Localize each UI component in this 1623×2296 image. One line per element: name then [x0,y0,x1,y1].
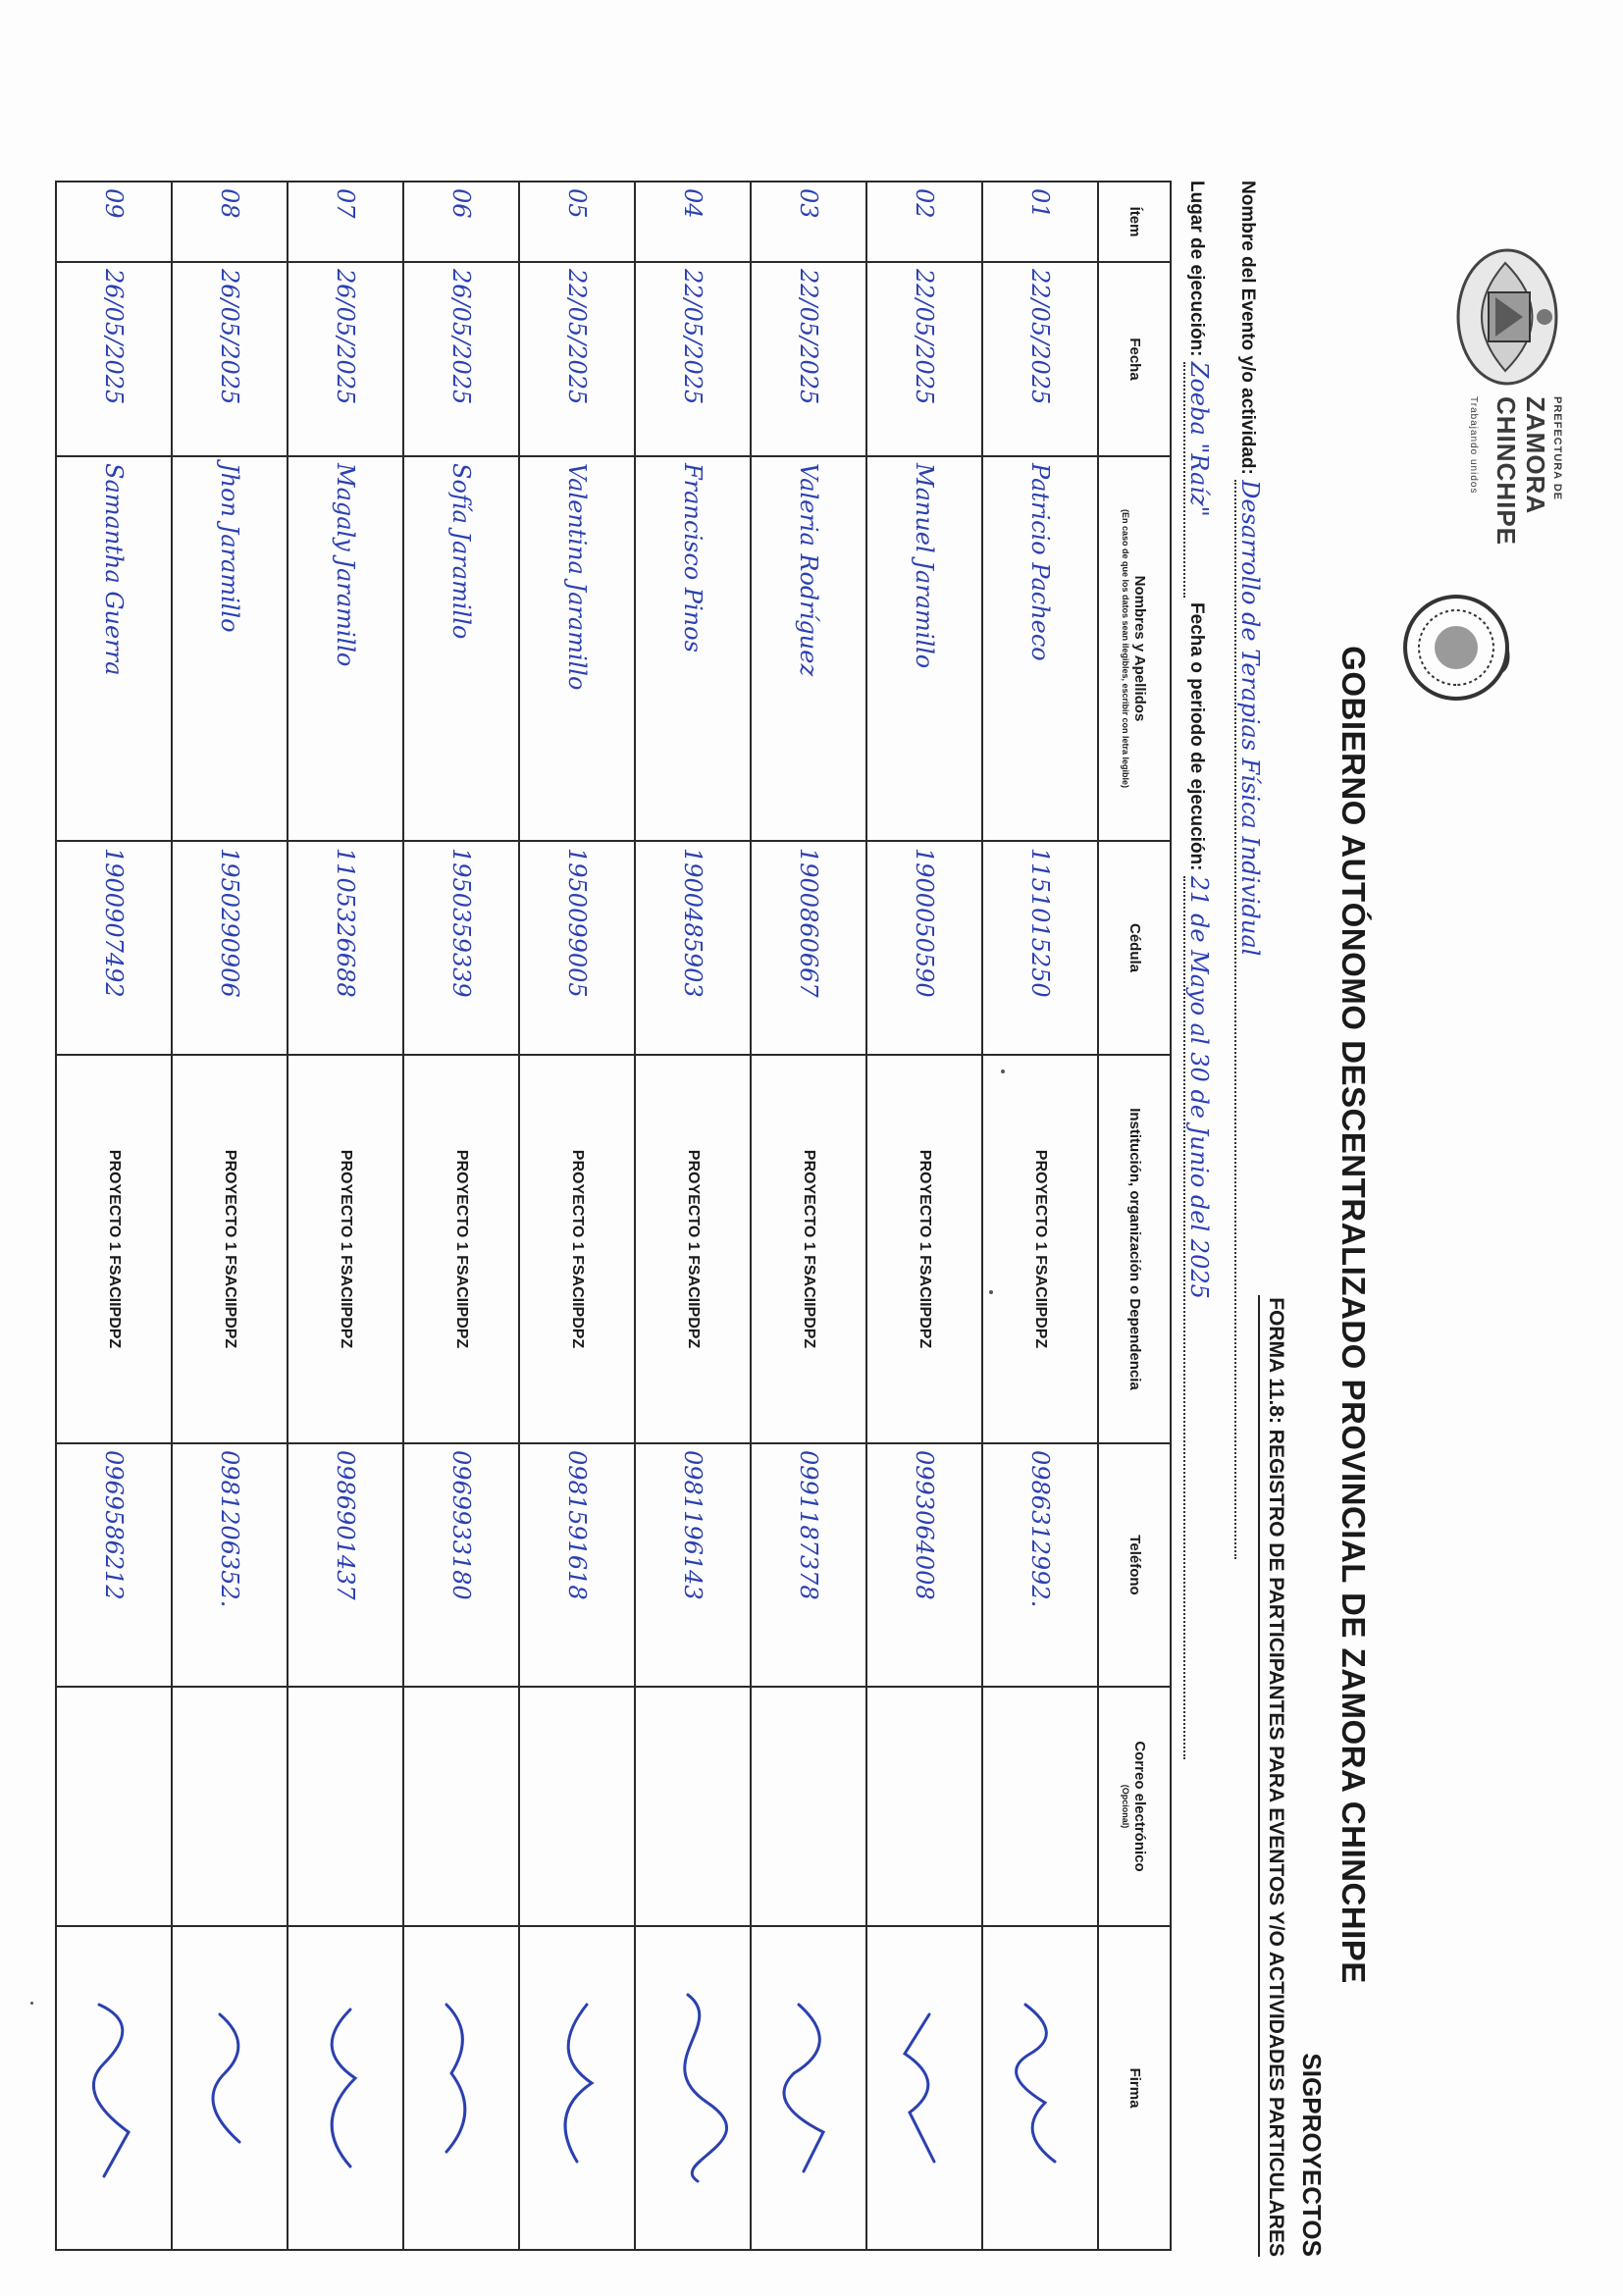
table-row [56,182,172,2250]
row-institution: PROYECTO 1 FSACIIPDPZ [751,1055,866,1443]
row-signature [519,1926,635,2250]
place-label: Lugar de ejecución: [1186,181,1207,357]
table-row [751,182,866,2250]
row-id: 1950099005 [519,841,635,1055]
row-institution: PROYECTO 1 FSACIIPDPZ [288,1055,403,1443]
handwritten-signature [533,1965,621,2211]
row-email [56,1687,172,1926]
row-id: 1900050590 [866,841,982,1055]
row-phone: 0969933180 [403,1443,519,1687]
row-id: 1950290906 [172,841,288,1055]
row-email [635,1687,751,1926]
col-email-note: (Opcional) [1121,1784,1131,1829]
row-item: 01 [982,182,1098,262]
col-signature: Firma [1098,1926,1171,2250]
scan-speck [30,2002,33,2005]
participants-table [55,181,1172,2251]
row-signature [982,1926,1098,2250]
row-signature [751,1926,866,2250]
row-institution: PROYECTO 1 FSACIIPDPZ [866,1055,982,1443]
row-item: 03 [751,182,866,262]
event-name-value: Desarrollo de Terapias Física Individual [1236,480,1264,957]
row-signature [635,1926,751,2250]
handwritten-signature [301,1965,390,2211]
row-name: Jhon Jaramillo [172,456,288,841]
row-item: 06 [403,182,519,262]
row-date: 22/05/2025 [635,262,751,456]
row-name: Valentina Jaramillo [519,456,635,841]
row-item: 08 [172,182,288,262]
col-date: Fecha [1098,262,1171,456]
table-row [519,182,635,2250]
row-item: 02 [866,182,982,262]
row-date: 26/05/2025 [403,262,519,456]
row-phone: 0993064008 [866,1443,982,1687]
row-signature [172,1926,288,2250]
row-institution: PROYECTO 1 FSACIIPDPZ [519,1055,635,1443]
row-id: 1900860667 [751,841,866,1055]
table-row [172,182,288,2250]
row-phone: 0981196143 [635,1443,751,1687]
table-row [635,182,751,2250]
row-email [172,1687,288,1926]
table-row [288,182,403,2250]
row-date: 26/05/2025 [172,262,288,456]
official-seal [1397,589,1515,706]
place-value: Zoeba "Raíz" [1185,361,1213,517]
row-name: Sofía Jaramillo [403,456,519,841]
handwritten-signature [185,1965,274,2211]
row-item: 04 [635,182,751,262]
handwritten-signature [764,1965,853,2211]
handwritten-signature [880,1965,969,2211]
document-subtitle: SIGPROYECTOS [1297,2053,1327,2257]
row-date: 22/05/2025 [866,262,982,456]
row-item: 07 [288,182,403,262]
row-email [519,1687,635,1926]
table-header-row [1098,182,1171,2250]
row-name: Patricio Pacheco [982,456,1098,841]
col-item: Ítem [1098,182,1171,262]
row-signature [56,1926,172,2250]
document-title: GOBIERNO AUTÓNOMO DESCENTRALIZADO PROVINCIAL DE ZAMORA CHINCHIPE [1335,646,1372,1984]
row-institution: PROYECTO 1 FSACIIPDPZ [982,1055,1098,1443]
row-email [288,1687,403,1926]
row-date: 22/05/2025 [751,262,866,456]
row-phone: 0981591618 [519,1443,635,1687]
row-institution: PROYECTO 1 FSACIIPDPZ [403,1055,519,1443]
event-name-label: Nombre del Evento y/o actividad: [1237,181,1258,475]
row-date: 26/05/2025 [288,262,403,456]
row-email [866,1687,982,1926]
row-signature [403,1926,519,2250]
prefecture-logo [1454,243,1564,391]
event-name-field [1234,181,1264,1559]
col-phone: Teléfono [1098,1443,1171,1687]
row-phone: 0986901437 [288,1443,403,1687]
col-email: Correo electrónico (Opcional) [1098,1687,1171,1926]
row-id: 1900485903 [635,841,751,1055]
row-phone: 0981206352. [172,1443,288,1687]
col-institution: Institución, organización o Dependencia [1098,1055,1171,1443]
handwritten-signature [649,1965,737,2211]
row-item: 09 [56,182,172,262]
handwritten-signature [70,1965,158,2211]
place-field [1183,181,1213,1759]
form-title: FORMA 11.8: REGISTRO DE PARTICIPANTES PARA EVENTOS Y/O ACTIVIDADES PARTICULARES [1265,1297,1287,2257]
row-id: 1950359339 [403,841,519,1055]
row-phone: 0969586212 [56,1443,172,1687]
row-phone: 0986312992. [982,1443,1098,1687]
row-signature [288,1926,403,2250]
row-name: Valeria Rodríguez [751,456,866,841]
period-label: Fecha o periodo de ejecución: [1186,602,1207,871]
table-row [403,182,519,2250]
row-id: 1105326688 [288,841,403,1055]
row-email [403,1687,519,1926]
row-id: 1900907492 [56,841,172,1055]
prefecture-logo-text: PREFECTURA DE ZAMORA CHINCHIPE Trabajando unidos [1468,396,1563,547]
row-date: 22/05/2025 [519,262,635,456]
table-row [982,182,1098,2250]
row-item: 05 [519,182,635,262]
row-email [982,1687,1098,1926]
row-date: 22/05/2025 [982,262,1098,456]
row-name: Samantha Guerra [56,456,172,841]
row-email [751,1687,866,1926]
row-date: 26/05/2025 [56,262,172,456]
col-name-note: (En caso de que los datos sean ilegibles, escribir con letra legible) [1121,508,1131,789]
row-id: 1151015250 [982,841,1098,1055]
col-id: Cédula [1098,841,1171,1055]
row-institution: PROYECTO 1 FSACIIPDPZ [56,1055,172,1443]
table-row [866,182,982,2250]
row-name: Manuel Jaramillo [866,456,982,841]
row-signature [866,1926,982,2250]
handwritten-signature [996,1965,1084,2211]
handwritten-signature [417,1965,505,2211]
row-name: Francisco Pinos [635,456,751,841]
row-institution: PROYECTO 1 FSACIIPDPZ [172,1055,288,1443]
row-name: Magaly Jaramillo [288,456,403,841]
period-value: 21 de Mayo al 30 de Junio del 2025 [1185,875,1213,1299]
row-phone: 0991187378 [751,1443,866,1687]
row-institution: PROYECTO 1 FSACIIPDPZ [635,1055,751,1443]
col-name: Nombres y Apellidos (En caso de que los datos sean ilegibles, escribir con letra legible) [1098,456,1171,841]
